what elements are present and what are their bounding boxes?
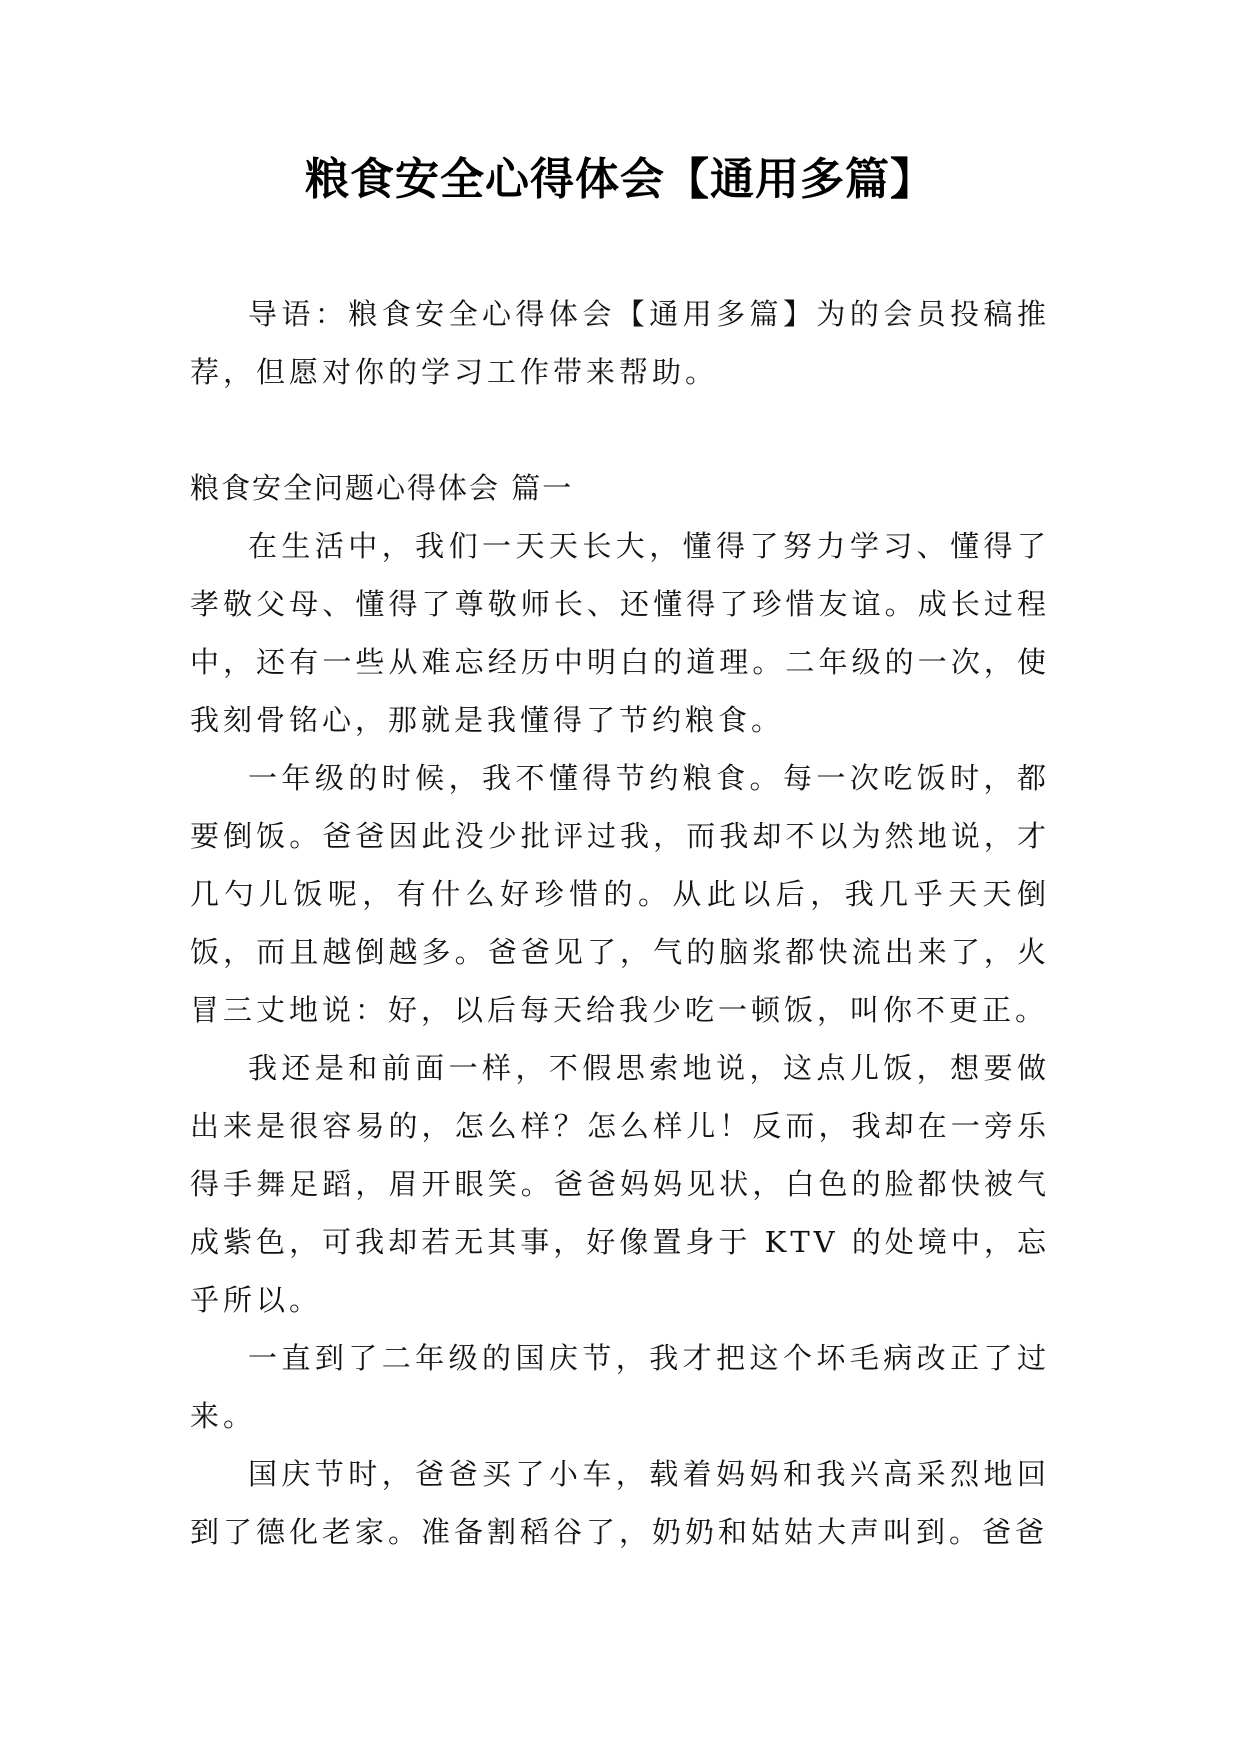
intro-paragraph: 导语：粮食安全心得体会【通用多篇】为的会员投稿推荐，但愿对你的学习工作带来帮助。 [190, 297, 1050, 389]
body-paragraph: 一年级的时候，我不懂得节约粮食。每一次吃饭时，都要倒饭。爸爸因此没少批评过我，而我却不以为然地说，才几勺儿饭呢，有什么好珍惜的。从此以后，我几乎天天倒饭，而且越倒越多。爸爸见了，气的脑浆都快流出来了，火冒三丈地说：好，以后每天给我少吃一顿饭，叫你不更正。 [190, 761, 1050, 1027]
document-title: 粮食安全心得体会【通用多篇】 [305, 154, 935, 205]
document-body [190, 285, 1050, 1561]
body-paragraph: 国庆节时，爸爸买了小车，载着妈妈和我兴高采烈地回到了德化老家。准备割稻谷了，奶奶和姑姑大声叫到。爸爸 [190, 1457, 1050, 1549]
body-paragraph: 在生活中，我们一天天长大，懂得了努力学习、懂得了孝敬父母、懂得了尊敬师长、还懂得了珍惜友谊。成长过程中，还有一些从难忘经历中明白的道理。二年级的一次，使我刻骨铭心，那就是我懂得了节约粮食。 [190, 529, 1050, 737]
body-paragraph: 我还是和前面一样，不假思索地说，这点儿饭，想要做出来是很容易的，怎么样？怎么样儿！反而，我却在一旁乐得手舞足蹈，眉开眼笑。爸爸妈妈见状，白色的脸都快被气成紫色，可我却若无其事，好像置身于 KTV 的处境中，忘乎所以。 [190, 1051, 1050, 1317]
section-heading: 粮食安全问题心得体会 篇一 [190, 471, 574, 505]
body-paragraph: 一直到了二年级的国庆节，我才把这个坏毛病改正了过来。 [190, 1341, 1050, 1433]
